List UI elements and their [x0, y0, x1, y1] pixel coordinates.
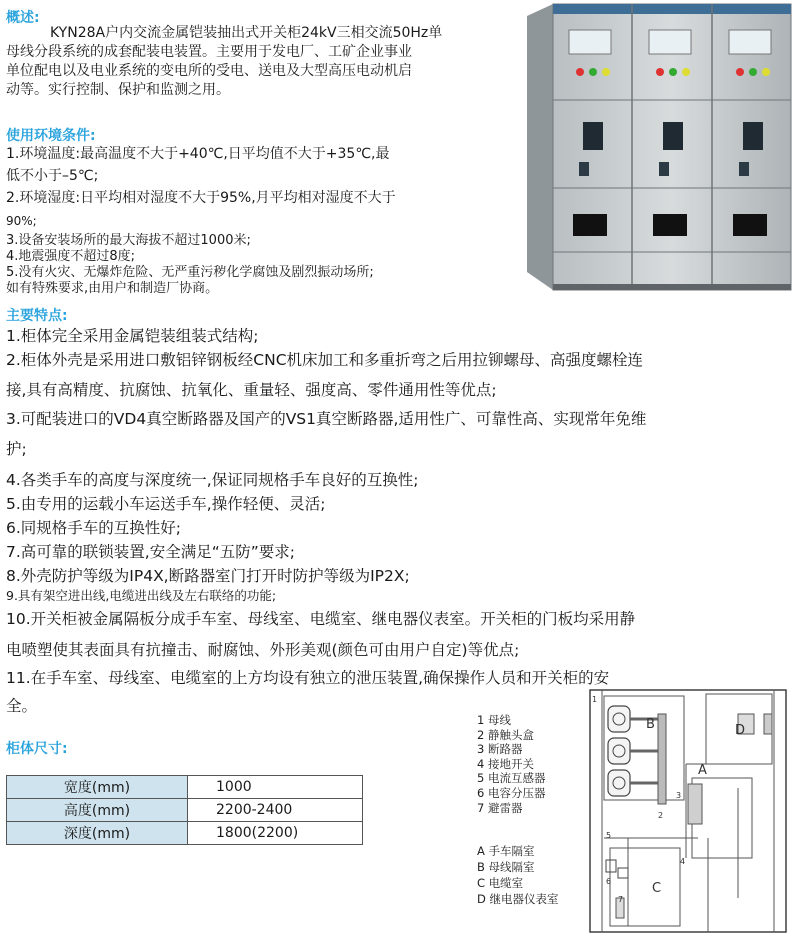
- environment-line: 如有特殊要求,由用户和制造厂协商。: [6, 281, 219, 296]
- legend-item: 1 母线: [477, 713, 511, 727]
- overview-line: 动等。实行控制、保护和监测之用。: [6, 82, 230, 98]
- label-2: 2: [658, 811, 664, 820]
- label-b: B: [646, 717, 655, 732]
- label-a: A: [698, 763, 707, 778]
- feature-line: 接,具有高精度、抗腐蚀、抗氧化、重量轻、强度高、零件通用性等优点;: [6, 381, 497, 399]
- dimension-label: 宽度(mm): [7, 776, 188, 799]
- dimensions-heading: 柜体尺寸:: [6, 741, 68, 757]
- dimension-value: 2200-2400: [188, 799, 363, 822]
- environment-line: 2.环境湿度:日平均相对湿度不大于95%,月平均相对湿度不大于: [6, 190, 396, 206]
- features-heading: 主要特点:: [6, 308, 68, 324]
- component-legend: [477, 713, 545, 815]
- label-3: 3: [676, 791, 682, 800]
- feature-line: 4.各类手车的高度与深度统一,保证同规格手车良好的互换性;: [6, 471, 419, 489]
- feature-line: 10.开关柜被金属隔板分成手车室、母线室、电缆室、继电器仪表室。开关柜的门板均采用静: [6, 610, 636, 628]
- overview-line: KYN28A户内交流金属铠装抽出式开关柜24kV三相交流50Hz单: [50, 25, 443, 41]
- legend-item: 2 静触头盒: [477, 727, 534, 742]
- features-text: [6, 324, 796, 722]
- dimension-value: 1800(2200): [188, 822, 363, 845]
- feature-line: 护;: [6, 440, 27, 458]
- feature-line: 1.柜体完全采用金属铠装组装式结构;: [6, 327, 259, 345]
- legend-item: D 继电器仪表室: [477, 892, 559, 906]
- dimensions-table: [6, 775, 363, 845]
- compartment-legend: [477, 843, 559, 907]
- feature-line: 5.由专用的运载小车运送手车,操作轻便、灵活;: [6, 495, 326, 513]
- feature-line: 6.同规格手车的互换性好;: [6, 519, 182, 537]
- label-6: 6: [606, 877, 612, 886]
- label-1: 1: [592, 695, 598, 704]
- table-row: [7, 799, 363, 822]
- overview-text: [6, 24, 516, 100]
- label-7: 7: [618, 895, 624, 904]
- environment-line: 3.设备安装场所的最大海拔不超过1000米;: [6, 233, 251, 248]
- overview-heading: 概述:: [6, 10, 40, 26]
- label-c: C: [652, 881, 662, 896]
- legend-item: C 电缆室: [477, 876, 524, 890]
- environment-line: 低不小于–5℃;: [6, 168, 99, 184]
- environment-heading: 使用环境条件:: [6, 128, 96, 144]
- cross-section-diagram: [588, 688, 788, 934]
- dimension-value: 1000: [188, 776, 363, 799]
- feature-line: 9.具有架空进出线,电缆进出线及左右联络的功能;: [6, 588, 277, 603]
- environment-line: 1.环境温度:最高温度不大于+40℃,日平均值不大于+35℃,最: [6, 146, 390, 162]
- environment-line: 4.地震强度不超过8度;: [6, 249, 136, 264]
- feature-line: 8.外壳防护等级为IP4X,断路器室门打开时防护等级为IP2X;: [6, 567, 410, 585]
- overview-line: 单位配电以及电业系统的变电所的受电、送电及大型高压电动机启: [6, 63, 412, 79]
- label-d: D: [735, 723, 746, 738]
- environment-line: 90%;: [6, 214, 37, 228]
- legend-item: 3 断路器: [477, 742, 523, 757]
- table-row: [7, 776, 363, 799]
- switchgear-photo: [525, 2, 793, 294]
- dimension-label: 高度(mm): [7, 799, 188, 822]
- dimension-label: 深度(mm): [7, 822, 188, 845]
- legend-item: 4 接地开关: [477, 756, 534, 771]
- feature-line: 电喷塑使其表面具有抗撞击、耐腐蚀、外形美观(颜色可由用户自定)等优点;: [6, 641, 520, 659]
- label-5: 5: [606, 831, 612, 840]
- feature-line: 7.高可靠的联锁装置,安全满足“五防”要求;: [6, 543, 295, 561]
- label-4: 4: [680, 857, 686, 866]
- environment-text: [6, 143, 516, 297]
- feature-line: 3.可配装进口的VD4真空断路器及国产的VS1真空断路器,适用性广、可靠性高、实现常年免维: [6, 410, 647, 428]
- legend-item: 6 电容分压器: [477, 785, 546, 800]
- feature-line: 11.在手车室、母线室、电缆室的上方均设有独立的泄压装置,确保操作人员和开关柜的安: [6, 669, 610, 687]
- feature-line: 2.柜体外壳是采用进口敷铝锌钢板经CNC机床加工和多重折弯之后用拉铆螺母、高强度螺栓连: [6, 351, 644, 369]
- legend-item: 5 电流互感器: [477, 771, 546, 786]
- feature-line: 全。: [6, 697, 38, 715]
- legend-item: 7 避雷器: [477, 800, 523, 815]
- legend-item: A 手车隔室: [477, 844, 535, 858]
- legend-item: B 母线隔室: [477, 860, 535, 874]
- overview-line: 母线分段系统的成套配装电装置。主要用于发电厂、工矿企业事业: [6, 44, 412, 60]
- environment-line: 5.没有火灾、无爆炸危险、无严重污秽化学腐蚀及剧烈振动场所;: [6, 265, 374, 280]
- table-row: [7, 822, 363, 845]
